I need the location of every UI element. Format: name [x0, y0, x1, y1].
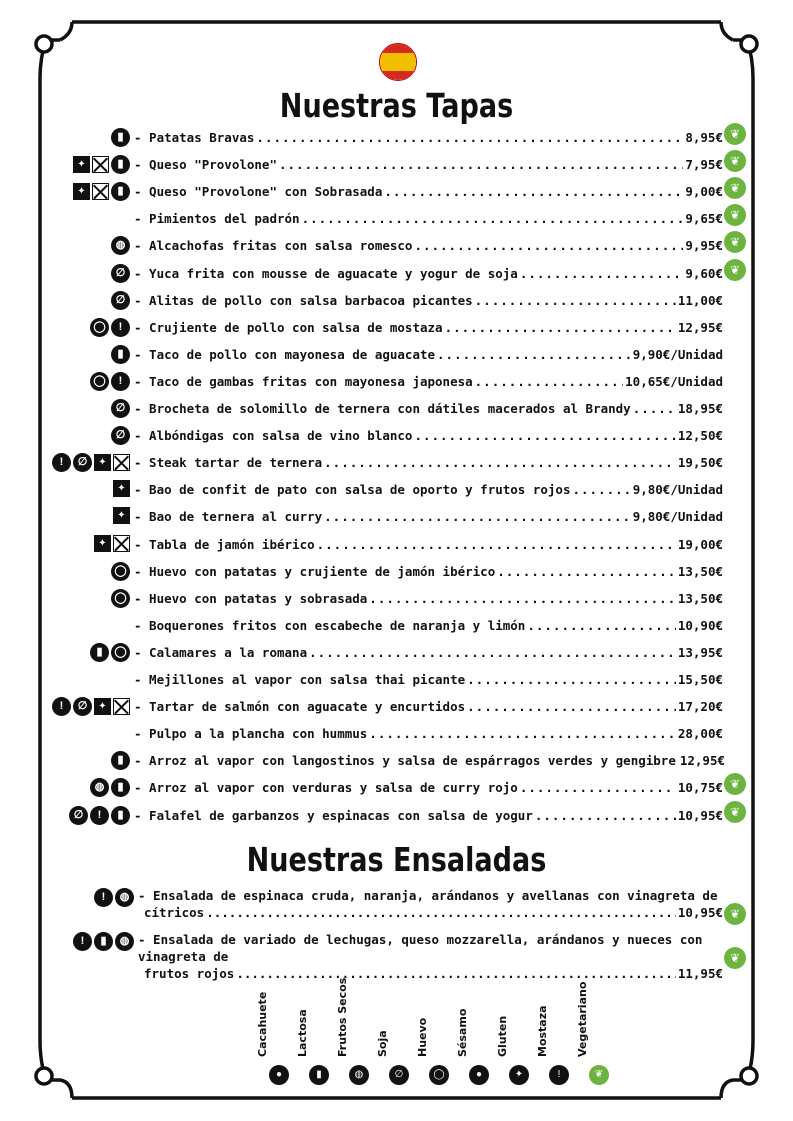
crossed-box-icon — [92, 183, 109, 200]
menu-item — [0, 723, 793, 749]
gluten-icon: ✦ — [113, 507, 130, 524]
dot-leader — [445, 320, 676, 335]
menu-item-name: - Yuca frita con mousse de aguacate y yogur de soja — [134, 265, 518, 281]
menu-item-price: 9,65€ — [685, 211, 723, 227]
lactosa-icon: ▮ — [111, 182, 130, 201]
menu-item — [0, 235, 793, 261]
menu-item-price: 11,00€ — [677, 292, 723, 308]
lactosa-icon: ▮ — [111, 155, 130, 174]
huevo-icon: ◯ — [111, 643, 130, 662]
gluten-icon: ✦ — [113, 480, 130, 497]
menu-item — [0, 588, 793, 614]
vegetarian-icon: ❦ — [724, 123, 746, 145]
menu-item — [0, 154, 793, 180]
menu-item-name: - Tartar de salmón con aguacate y encurtidos — [134, 699, 466, 715]
legend-item: Huevo ◯ — [425, 965, 455, 1085]
legend-item: Sésamo ● — [465, 965, 495, 1085]
menu-item — [0, 452, 793, 478]
menu-item-line — [134, 320, 723, 335]
menu-item — [0, 425, 793, 451]
salad-name-cont: cítricos — [144, 905, 205, 920]
vegetarian-icon: ❦ — [724, 150, 746, 172]
allergen-icons — [111, 264, 130, 283]
menu-item-name: - Arroz al vapor con verduras y salsa de curry rojo — [134, 780, 518, 796]
menu-item — [0, 642, 793, 668]
vegetarian-icon: ❦ — [724, 204, 746, 226]
menu-item-name: - Pimientos del padrón — [134, 211, 300, 227]
menu-item-price: 10,95€ — [677, 807, 723, 823]
dot-leader — [414, 238, 683, 253]
allergen-icons — [111, 562, 130, 581]
menu-item-name: - Tabla de jamón ibérico — [134, 536, 315, 552]
frutos-secos-icon: ◍ — [349, 1065, 369, 1085]
allergen-icons — [52, 453, 130, 472]
huevo-icon: ◯ — [429, 1065, 449, 1085]
menu-item-line — [134, 184, 723, 199]
menu-item — [0, 398, 793, 424]
soja-icon: ∅ — [111, 264, 130, 283]
allergen-icons — [111, 751, 130, 770]
mostaza-icon: ! — [111, 318, 130, 337]
salad-price: 11,95€ — [677, 966, 723, 981]
mostaza-icon: ! — [549, 1065, 569, 1085]
menu-item-name: - Crujiente de pollo con salsa de mostaza — [134, 319, 443, 335]
menu-item-price: 10,90€ — [677, 617, 723, 633]
menu-item-line — [134, 482, 723, 497]
menu-item-line — [134, 238, 723, 253]
sesamo-icon: ● — [469, 1065, 489, 1085]
menu-item-price: 18,95€ — [677, 401, 723, 416]
menu-item-price: 9,80€/Unidad — [632, 509, 723, 525]
menu-item-name: - Falafel de garbanzos y espinacas con salsa de yogur — [134, 807, 533, 823]
legend-item: Gluten ✦ — [505, 965, 535, 1085]
legend-item: Mostaza ! — [545, 965, 575, 1085]
menu-item-price: 9,60€ — [685, 265, 723, 281]
allergen-legend — [256, 965, 615, 1085]
salad-name: - Ensalada de espinaca cruda, naranja, arándanos y avellanas con vinagreta de — [138, 888, 718, 903]
menu-item-name: - Patatas Bravas — [134, 130, 255, 145]
dot-leader — [520, 780, 676, 795]
menu-item-name: - Bao de confit de pato con salsa de oporto y frutos rojos — [134, 482, 571, 498]
dot-leader — [467, 699, 676, 714]
menu-item-name: - Queso "Provolone" — [134, 157, 277, 173]
menu-item-price: 9,90€/Unidad — [632, 346, 723, 362]
allergen-icons — [111, 128, 130, 147]
menu-item-name: - Calamares a la romana — [134, 644, 308, 660]
menu-item — [0, 317, 793, 343]
menu-item-name: - Boquerones fritos con escabeche de naranja y limón — [134, 617, 526, 633]
vegetarian-icon: ❦ — [724, 259, 746, 281]
allergen-icons — [111, 399, 130, 418]
allergen-icons — [94, 888, 134, 907]
menu-item-name: - Arroz al vapor con langostinos y salsa de espárragos verdes y gengibre — [134, 753, 676, 769]
menu-item-line — [134, 266, 723, 281]
menu-item-price: 12,95€ — [679, 753, 726, 769]
menu-item-price: 9,00€ — [685, 184, 723, 200]
menu-item-price: 19,00€ — [677, 536, 723, 552]
dot-leader — [520, 266, 684, 281]
gluten-icon: ✦ — [94, 698, 111, 715]
menu-item — [0, 290, 793, 316]
frutos-secos-icon: ◍ — [90, 778, 109, 797]
menu-item-line — [134, 428, 723, 443]
vegetarian-icon: ❦ — [724, 801, 746, 823]
legend-item: Vegetariano ❦ — [585, 965, 615, 1085]
menu-item-name: - Bao de ternera al curry — [134, 509, 323, 525]
menu-item-name: - Taco de pollo con mayonesa de aguacate — [134, 346, 436, 362]
lactosa-icon: ▮ — [111, 128, 130, 147]
soja-icon: ∅ — [111, 291, 130, 310]
salad-text — [138, 887, 723, 921]
gluten-icon: ✦ — [94, 535, 111, 552]
dot-leader — [475, 374, 624, 389]
menu-item-price: 15,50€ — [677, 672, 723, 687]
menu-item-price: 19,50€ — [677, 455, 723, 471]
dot-leader — [573, 482, 631, 497]
dot-leader — [369, 591, 676, 606]
dot-leader — [369, 726, 676, 741]
dot-leader — [324, 455, 676, 470]
mostaza-icon: ! — [73, 932, 92, 951]
lactosa-icon: ▮ — [111, 751, 130, 770]
menu-item-line — [134, 130, 723, 145]
menu-item-price: 13,50€ — [677, 563, 723, 579]
menu-item-price: 13,95€ — [677, 644, 723, 660]
frutos-secos-icon: ◍ — [115, 888, 134, 907]
menu-item — [0, 344, 793, 370]
crossed-box-icon — [113, 454, 130, 471]
dot-leader — [317, 537, 676, 552]
frutos-secos-icon: ◍ — [115, 932, 134, 951]
soja-icon: ∅ — [73, 697, 92, 716]
menu-item-line — [134, 564, 723, 579]
vegetarian-icon: ❦ — [724, 231, 746, 253]
menu-item-name: - Taco de gambas fritas con mayonesa japonesa — [134, 373, 473, 389]
menu-item-name: - Steak tartar de ternera — [134, 455, 323, 471]
huevo-icon: ◯ — [111, 562, 130, 581]
menu-item-line — [134, 157, 723, 172]
dot-leader — [475, 293, 676, 308]
menu-item-price: 7,95€ — [685, 157, 723, 173]
salad-name: - Ensalada de variado de lechugas, queso mozzarella, arándanos y nueces con vinagreta de — [138, 932, 703, 964]
allergen-icons — [73, 155, 130, 174]
menu-item — [0, 777, 793, 803]
menu-item-line — [134, 672, 723, 687]
menu-item — [0, 263, 793, 289]
menu-item — [0, 805, 793, 831]
menu-item — [0, 750, 793, 776]
salad-price: 10,95€ — [677, 905, 723, 920]
menu-item-price: 12,50€ — [677, 428, 723, 444]
menu-item-line — [134, 293, 723, 308]
dot-leader — [497, 564, 676, 579]
menu-item — [0, 127, 793, 153]
menu-item-line — [134, 618, 723, 633]
menu-item — [0, 534, 793, 560]
menu-item-price: 9,95€ — [685, 238, 723, 254]
vegetarian-icon: ❦ — [589, 1065, 609, 1085]
crossed-box-icon — [113, 535, 130, 552]
dot-leader — [279, 157, 683, 172]
allergen-icons — [94, 535, 130, 552]
menu-item-line — [134, 211, 723, 226]
mostaza-icon: ! — [90, 806, 109, 825]
menu-item-line — [134, 726, 723, 741]
menu-item — [0, 208, 793, 234]
dot-leader — [633, 401, 676, 416]
dot-leader — [302, 211, 684, 226]
menu-item-name: - Huevo con patatas y crujiente de jamón ibérico — [134, 563, 496, 579]
soja-icon: ∅ — [73, 453, 92, 472]
allergen-icons — [111, 291, 130, 310]
menu-item — [0, 506, 793, 532]
section-title-ensaladas: Nuestras Ensaladas — [246, 840, 547, 879]
menu-item — [0, 561, 793, 587]
huevo-icon: ◯ — [90, 372, 109, 391]
huevo-icon: ◯ — [90, 318, 109, 337]
menu-item-line — [134, 645, 723, 660]
menu-item-name: - Alitas de pollo con salsa barbacoa picantes — [134, 292, 473, 308]
spain-flag-icon — [379, 43, 417, 81]
salad-item — [0, 887, 793, 931]
menu-item-line — [134, 591, 723, 606]
menu-item-name: - Alcachofas fritas con salsa romesco — [134, 238, 413, 254]
gluten-icon: ✦ — [94, 454, 111, 471]
menu-item — [0, 615, 793, 641]
menu-item-price: 17,20€ — [677, 699, 723, 715]
menu-item-line — [134, 455, 723, 470]
dot-leader — [384, 184, 683, 199]
menu-item-name: - Mejillones al vapor con salsa thai picante — [134, 672, 466, 687]
allergen-icons — [90, 372, 130, 391]
crossed-box-icon — [113, 698, 130, 715]
mostaza-icon: ! — [52, 453, 71, 472]
legend-item: Lactosa ▮ — [305, 965, 335, 1085]
dot-leader — [309, 645, 676, 660]
mostaza-icon: ! — [94, 888, 113, 907]
menu-item-line — [134, 374, 723, 389]
allergen-icons — [52, 697, 130, 716]
allergen-icons — [90, 643, 130, 662]
menu-item-line — [134, 537, 723, 552]
dot-leader — [467, 672, 676, 687]
menu-item-line — [134, 808, 723, 823]
menu-item — [0, 696, 793, 722]
allergen-icons — [90, 778, 130, 797]
vegetarian-icon: ❦ — [724, 177, 746, 199]
salad-name-cont: frutos rojos — [144, 966, 235, 981]
menu-item-line — [134, 401, 723, 416]
allergen-icons — [69, 806, 130, 825]
dot-leader — [206, 904, 676, 921]
section-title-tapas: Nuestras Tapas — [279, 86, 514, 125]
menu-item-price: 9,80€/Unidad — [632, 482, 723, 498]
menu-item-name: - Huevo con patatas y sobrasada — [134, 590, 368, 606]
allergen-icons — [111, 589, 130, 608]
lactosa-icon: ▮ — [90, 643, 109, 662]
soja-icon: ∅ — [389, 1065, 409, 1085]
allergen-icons — [73, 182, 130, 201]
menu-item-line — [134, 509, 723, 524]
menu-item-name: - Brocheta de solomillo de ternera con dátiles macerados al Brandy — [134, 401, 631, 416]
menu-item-name: - Pulpo a la plancha con hummus — [134, 726, 368, 742]
menu-item-price: 8,95€ — [685, 130, 723, 145]
allergen-icons — [90, 318, 130, 337]
menu-item-name: - Albóndigas con salsa de vino blanco — [134, 428, 413, 444]
lactosa-icon: ▮ — [111, 345, 130, 364]
menu-item — [0, 371, 793, 397]
legend-item: Soja ∅ — [385, 965, 415, 1085]
allergen-icons — [73, 932, 134, 951]
soja-icon: ∅ — [111, 426, 130, 445]
mostaza-icon: ! — [111, 372, 130, 391]
cacahuete-icon: ● — [269, 1065, 289, 1085]
menu-item — [0, 181, 793, 207]
menu-item-price: 10,75€ — [677, 780, 723, 796]
allergen-icons — [111, 426, 130, 445]
menu-item-price: 12,95€ — [677, 319, 723, 335]
menu-item — [0, 669, 793, 695]
dot-leader — [437, 347, 631, 362]
legend-item: Cacahuete ● — [265, 965, 295, 1085]
allergen-icons — [113, 480, 130, 497]
gluten-icon: ✦ — [73, 156, 90, 173]
legend-item: Frutos Secos ◍ — [345, 965, 375, 1085]
mostaza-icon: ! — [52, 697, 71, 716]
dot-leader — [527, 618, 676, 633]
crossed-box-icon — [92, 156, 109, 173]
huevo-icon: ◯ — [111, 589, 130, 608]
dot-leader — [414, 428, 675, 443]
menu-item-price: 13,50€ — [677, 590, 723, 606]
menu-item-price: 28,00€ — [677, 726, 723, 742]
allergen-icons — [111, 236, 130, 255]
allergen-icons — [111, 345, 130, 364]
lactosa-icon: ▮ — [111, 806, 130, 825]
allergen-icons — [113, 507, 130, 524]
menu-item-line — [134, 753, 726, 769]
menu-item-name: - Queso "Provolone" con Sobrasada — [134, 184, 383, 200]
menu-item — [0, 479, 793, 505]
vegetarian-icon: ❦ — [724, 947, 746, 969]
lactosa-icon: ▮ — [111, 778, 130, 797]
gluten-icon: ✦ — [509, 1065, 529, 1085]
vegetarian-icon: ❦ — [724, 903, 746, 925]
menu-item-line — [134, 347, 723, 362]
soja-icon: ∅ — [111, 399, 130, 418]
vegetarian-icon: ❦ — [724, 773, 746, 795]
frutos-secos-icon: ◍ — [111, 236, 130, 255]
menu-item-price: 10,65€/Unidad — [625, 373, 723, 389]
lactosa-icon: ▮ — [309, 1065, 329, 1085]
dot-leader — [256, 130, 683, 145]
lactosa-icon: ▮ — [94, 932, 113, 951]
soja-icon: ∅ — [69, 806, 88, 825]
menu-item-line — [134, 699, 723, 714]
menu-item-line — [134, 780, 723, 795]
gluten-icon: ✦ — [73, 183, 90, 200]
salad-line-2 — [138, 904, 723, 921]
dot-leader — [535, 808, 676, 823]
dot-leader — [324, 509, 631, 524]
